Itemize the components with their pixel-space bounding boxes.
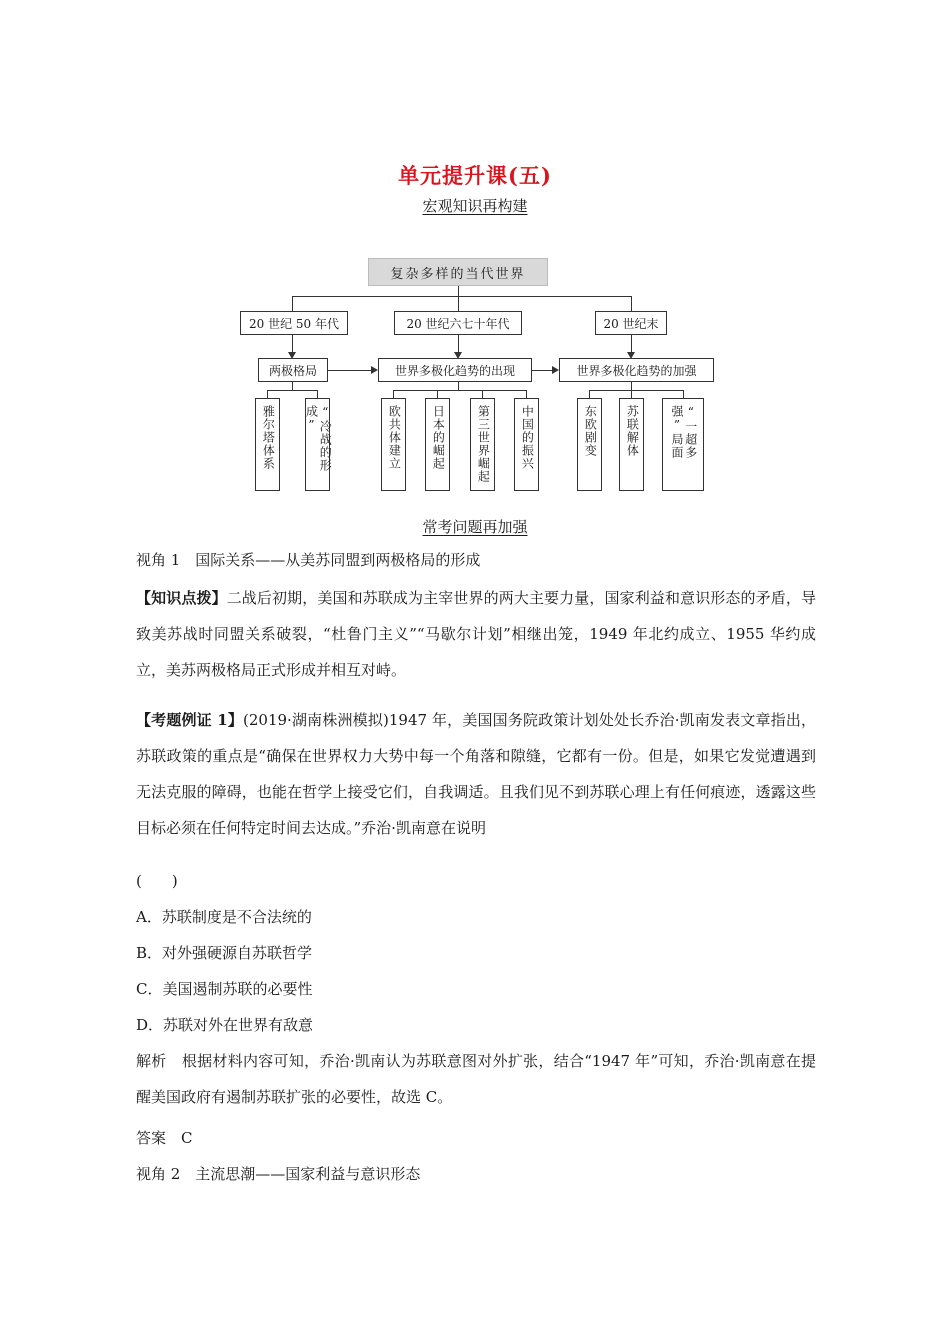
period-node-1950s: 20 世纪 50 年代 (240, 311, 348, 335)
stage-node-multipolar-strengthening: 世界多极化趋势的加强 (559, 358, 714, 382)
answer-blank: ( ) (136, 872, 178, 890)
page-title: 单元提升课(五) (398, 163, 552, 188)
leaf-soviet-collapse: 苏联解体 (619, 398, 644, 491)
example-paragraph (136, 702, 816, 846)
option-a: A．苏联制度是不合法统的 (136, 908, 312, 926)
leaf-cold-war-formation: “冷战的形成” (305, 398, 330, 491)
leaf-yalta-system: 雅尔塔体系 (255, 398, 280, 491)
knowledge-label: 【知识点拨】 (136, 589, 227, 607)
option-c: C．美国遏制苏联的必要性 (136, 980, 313, 998)
concept-map (0, 0, 950, 520)
section-heading-knowledge-structure: 宏观知识再构建 (422, 197, 528, 215)
option-b: B．对外强硬源自苏联哲学 (136, 944, 313, 962)
leaf-china-revival: 中国的振兴 (514, 398, 539, 491)
leaf-third-world-rise: 第三世界崛起 (470, 398, 495, 491)
option-d: D．苏联对外在世界有敌意 (136, 1016, 314, 1034)
leaf-eastern-europe-upheaval: 东欧剧变 (577, 398, 602, 491)
example-label: 【考题例证 1】 (136, 711, 244, 729)
stage-node-bipolar: 两极格局 (258, 358, 328, 382)
example-text: (2019·湖南株洲模拟)1947 年，美国国务院政策计划处处长乔治·凯南发表文章指出，苏联政策的重点是“确保在世界权力大势中每一个角落和隙缝，它都有一份。但是，如果它发觉遭遇到无法克服的障碍，也能在哲学上接受它们，自我调适。且我们见不到苏联心理上有任何痕迹，透露这些目标必须在任何特定时间去达成。”乔治·凯南意在说明 (136, 711, 816, 837)
answer-line: 答案 C (136, 1129, 193, 1147)
root-node: 复杂多样的当代世界 (368, 258, 548, 286)
knowledge-text: 二战后初期，美国和苏联成为主宰世界的两大主要力量，国家利益和意识形态的矛盾，导致美苏战时同盟关系破裂，“杜鲁门主义”“马歇尔计划”相继出笼，1949 年北约成立、1955 华约成立，美苏两极格局正式形成并相互对峙。 (136, 589, 816, 679)
leaf-japan-rise: 日本的崛起 (425, 398, 450, 491)
period-node-late-20th: 20 世纪末 (595, 311, 667, 335)
leaf-one-superpower: “一超多强”局面 (662, 398, 704, 491)
analysis-paragraph: 解析 根据材料内容可知，乔治·凯南认为苏联意图对外扩张，结合“1947 年”可知，乔治·凯南意在提醒美国政府有遏制苏联扩张的必要性，故选 C。 (136, 1052, 816, 1106)
view-2-heading: 视角 2 主流思潮——国家利益与意识形态 (136, 1165, 421, 1183)
view-1-heading: 视角 1 国际关系——从美苏同盟到两极格局的形成 (136, 551, 481, 569)
leaf-ec-founded: 欧共体建立 (381, 398, 406, 491)
stage-node-multipolar-emergence: 世界多极化趋势的出现 (378, 358, 532, 382)
section-heading-common-questions: 常考问题再加强 (422, 518, 528, 536)
knowledge-paragraph (136, 580, 816, 688)
period-node-1960s-70s: 20 世纪六七十年代 (394, 311, 522, 335)
